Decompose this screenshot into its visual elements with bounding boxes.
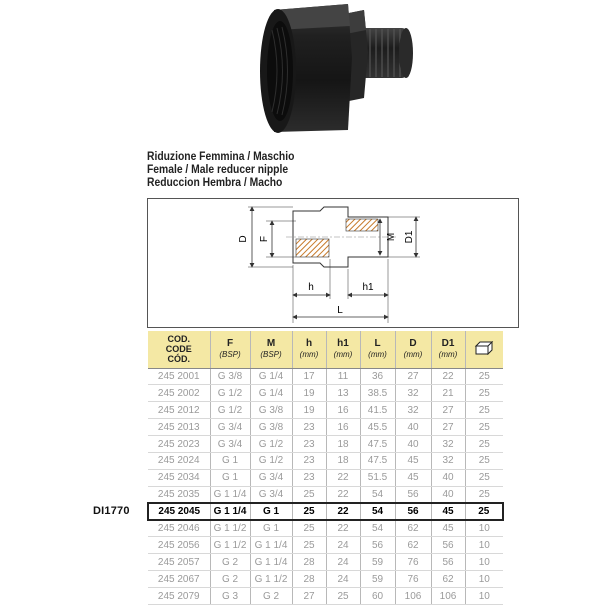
table-cell: 32 [395, 385, 431, 402]
table-cell: 10 [465, 520, 503, 537]
table-cell: 40 [395, 419, 431, 436]
table-cell: G 1/4 [250, 368, 292, 385]
table-cell: G 3/4 [250, 486, 292, 503]
table-cell: G 1/2 [250, 452, 292, 469]
table-cell: 25 [292, 503, 326, 520]
table-cell: G 1 [250, 520, 292, 537]
table-cell: G 1 1/4 [210, 486, 250, 503]
article-reference-label: DI1770 [93, 505, 130, 517]
table-cell: 45 [431, 520, 465, 537]
column-header-label: CÓD. [167, 354, 190, 365]
title-english: Female / Male reducer nipple [147, 162, 289, 176]
table-row [148, 469, 503, 486]
table-cell: 245 2057 [148, 554, 210, 571]
table-cell: 62 [395, 537, 431, 554]
table-cell: G 1 1/2 [250, 571, 292, 588]
table-cell: 25 [465, 452, 503, 469]
table-cell: 47.5 [360, 452, 395, 469]
table-cell: 17 [292, 368, 326, 385]
table-row [148, 588, 503, 605]
table-cell: 21 [431, 385, 465, 402]
table-cell: G 3 [210, 588, 250, 605]
table-cell: 45 [395, 469, 431, 486]
table-cell: 62 [395, 520, 431, 537]
table-cell: 245 2023 [148, 436, 210, 453]
table-cell: 25 [292, 486, 326, 503]
table-row [148, 503, 503, 520]
table-cell: 245 2012 [148, 402, 210, 419]
table-cell: 10 [465, 537, 503, 554]
dimension-drawing [147, 198, 519, 328]
table-cell: 245 2013 [148, 419, 210, 436]
table-row [148, 452, 503, 469]
table-cell: 245 2001 [148, 368, 210, 385]
product-photo [252, 0, 422, 142]
table-cell: G 1 1/2 [210, 520, 250, 537]
table-cell: 23 [292, 469, 326, 486]
column-unit: (mm) [403, 350, 423, 360]
table-cell: 245 2002 [148, 385, 210, 402]
table-cell: 11 [326, 368, 360, 385]
table-cell: 36 [360, 368, 395, 385]
table-cell: 25 [465, 385, 503, 402]
column-header [326, 331, 360, 368]
table-cell: 76 [395, 571, 431, 588]
column-header-label: L [374, 338, 381, 350]
table-cell: 245 2067 [148, 571, 210, 588]
table-cell: 56 [431, 537, 465, 554]
table-cell: 40 [395, 436, 431, 453]
table-row [148, 537, 503, 554]
table-cell: 56 [360, 537, 395, 554]
table-cell: 59 [360, 571, 395, 588]
table-cell: 10 [465, 588, 503, 605]
table-cell: 10 [465, 571, 503, 588]
table-cell: 60 [360, 588, 395, 605]
table-cell: G 3/8 [250, 402, 292, 419]
table-cell: G 3/8 [250, 419, 292, 436]
table-cell: 45.5 [360, 419, 395, 436]
column-unit: (mm) [368, 350, 387, 360]
table-cell: 56 [395, 486, 431, 503]
column-header-label: h [305, 338, 313, 350]
table-cell: 25 [465, 436, 503, 453]
table-cell: 25 [465, 419, 503, 436]
table-cell: 25 [465, 503, 503, 520]
table-cell: 19 [292, 402, 326, 419]
table-cell: 22 [326, 469, 360, 486]
table-cell: G 3/4 [250, 469, 292, 486]
table-cell: 27 [292, 588, 326, 605]
table-cell: G 1/2 [210, 402, 250, 419]
specification-table [147, 331, 504, 605]
column-header-label: M [266, 338, 276, 350]
table-cell: 54 [360, 520, 395, 537]
table-cell: 106 [431, 588, 465, 605]
column-unit: (BSP) [219, 350, 241, 360]
drawing-label-l: L [337, 305, 343, 316]
table-cell: G 1 1/4 [210, 503, 250, 520]
column-header-label: D1 [441, 338, 455, 350]
table-cell: 24 [326, 537, 360, 554]
column-header [465, 331, 503, 368]
table-cell: 45 [395, 452, 431, 469]
table-row [148, 520, 503, 537]
drawing-label-h: h [308, 282, 314, 293]
table-cell: 16 [326, 419, 360, 436]
table-cell: 56 [395, 503, 431, 520]
table-row [148, 554, 503, 571]
table-cell: G 1/4 [250, 385, 292, 402]
column-header [148, 331, 210, 368]
reducer-nipple-photo [252, 0, 422, 142]
column-header-label: F [226, 338, 234, 350]
table-row [148, 486, 503, 503]
drawing-label-d1: D1 [404, 230, 415, 244]
table-cell: 54 [360, 486, 395, 503]
drawing-label-d: D [238, 235, 249, 243]
table-header-row [148, 331, 503, 368]
table-row [148, 368, 503, 385]
table-cell: 22 [326, 486, 360, 503]
table-cell: 41.5 [360, 402, 395, 419]
table-cell: 245 2056 [148, 537, 210, 554]
table-cell: 24 [326, 554, 360, 571]
table-cell: 13 [326, 385, 360, 402]
table-cell: 32 [431, 452, 465, 469]
product-headings [147, 150, 318, 189]
drawing-label-h1: h1 [362, 282, 374, 293]
table-cell: G 1/2 [210, 385, 250, 402]
column-header [431, 331, 465, 368]
table-cell: 25 [465, 368, 503, 385]
table-cell: 106 [395, 588, 431, 605]
table-cell: 245 2045 [148, 503, 210, 520]
table-cell: 22 [326, 503, 360, 520]
title-spanish: Reduccion Hembra / Macho [147, 175, 283, 189]
table-cell: 25 [465, 402, 503, 419]
table-cell: 28 [292, 571, 326, 588]
drawing-label-m: M [386, 232, 397, 242]
table-cell: G 3/4 [210, 436, 250, 453]
column-unit: (mm) [438, 350, 458, 360]
table-cell: 16 [326, 402, 360, 419]
table-cell: 32 [431, 436, 465, 453]
table-cell: 56 [431, 554, 465, 571]
table-cell: 245 2024 [148, 452, 210, 469]
table-cell: G 2 [210, 571, 250, 588]
table-cell: 18 [326, 436, 360, 453]
column-header [210, 331, 250, 368]
column-header-label: CODE [165, 344, 192, 355]
column-header-label: COD. [167, 334, 190, 345]
table-cell: 25 [292, 520, 326, 537]
table-cell: G 1 1/4 [250, 537, 292, 554]
table-cell: 25 [465, 486, 503, 503]
table-cell: 28 [292, 554, 326, 571]
table-cell: 245 2079 [148, 588, 210, 605]
table-cell: 47.5 [360, 436, 395, 453]
table-cell: 23 [292, 452, 326, 469]
table-cell: G 1 1/4 [250, 554, 292, 571]
table-cell: 19 [292, 385, 326, 402]
table-cell: 245 2046 [148, 520, 210, 537]
table-cell: 76 [395, 554, 431, 571]
table-cell: 18 [326, 452, 360, 469]
table-cell: 25 [465, 469, 503, 486]
table-cell: 245 2034 [148, 469, 210, 486]
table-cell: 25 [292, 537, 326, 554]
table-row [148, 385, 503, 402]
table-cell: G 2 [250, 588, 292, 605]
column-unit: (mm) [299, 350, 319, 360]
column-header [360, 331, 395, 368]
table-cell: 40 [431, 469, 465, 486]
table-cell: 32 [395, 402, 431, 419]
table-cell: 24 [326, 571, 360, 588]
column-header-label: D [409, 338, 417, 350]
table-cell: G 1 [210, 452, 250, 469]
table-cell: G 1 [210, 469, 250, 486]
table-cell: 245 2035 [148, 486, 210, 503]
table-cell: 38.5 [360, 385, 395, 402]
column-unit: (BSP) [260, 350, 282, 360]
table-cell: G 2 [210, 554, 250, 571]
table-cell: 59 [360, 554, 395, 571]
table-cell: 23 [292, 436, 326, 453]
table-cell: G 1/2 [250, 436, 292, 453]
table-cell: G 1 1/2 [210, 537, 250, 554]
table-cell: 51.5 [360, 469, 395, 486]
table-cell: G 3/4 [210, 419, 250, 436]
column-header-label: h1 [337, 338, 349, 350]
table-cell: G 3/8 [210, 368, 250, 385]
table-cell: 40 [431, 486, 465, 503]
table-row [148, 402, 503, 419]
drawing-label-f: F [259, 235, 270, 243]
table-cell: 10 [465, 554, 503, 571]
table-row [148, 419, 503, 436]
table-cell: 27 [431, 419, 465, 436]
column-header [292, 331, 326, 368]
column-header [395, 331, 431, 368]
box-icon [474, 341, 494, 355]
column-header [250, 331, 292, 368]
table-cell: 27 [395, 368, 431, 385]
table-cell: 27 [431, 402, 465, 419]
table-cell: 22 [326, 520, 360, 537]
table-row [148, 436, 503, 453]
column-unit: (mm) [333, 350, 353, 360]
table-cell: G 1 [250, 503, 292, 520]
table-cell: 54 [360, 503, 395, 520]
title-italian: Riduzione Femmina / Maschio [147, 149, 295, 163]
table-cell: 62 [431, 571, 465, 588]
table-cell: 23 [292, 419, 326, 436]
table-cell: 22 [431, 368, 465, 385]
table-cell: 45 [431, 503, 465, 520]
table-cell: 25 [326, 588, 360, 605]
table-row [148, 571, 503, 588]
